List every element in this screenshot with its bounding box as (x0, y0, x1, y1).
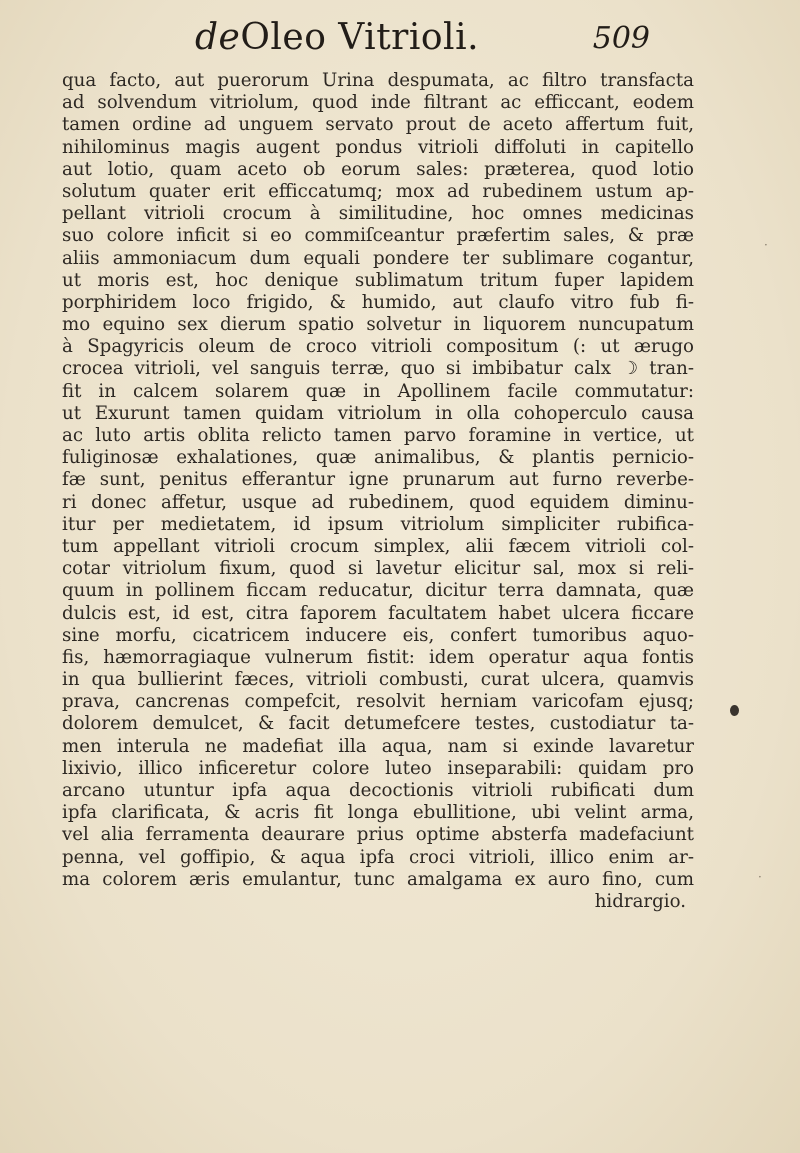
text-line: fis, hæmorragiaque vulnerum fistit: idem operatur aqua fontis (62, 646, 694, 668)
catchword-line: hidrargio. (594, 890, 686, 912)
text-line: mo equino sex dierum spatio solvetur in liquorem nuncupatum (62, 314, 694, 336)
body-text (62, 70, 694, 913)
text-line: penna, vel goffipio, & aqua ipfa croci vitrioli, illico enim ar- (62, 846, 694, 868)
text-line: arcano utuntur ipfa aqua decoctionis vitrioli rubificati dum (62, 780, 694, 801)
text-line: fuliginosæ exhalationes, quæ animalibus, & plantis pernicio- (62, 447, 694, 469)
text-line: à Spagyricis oleum de croco vitrioli compositum (: ut ærugo (62, 336, 694, 358)
text-line: ri donec affetur, usque ad rubedinem, quod equidem diminu- (62, 491, 694, 513)
margin-speck: · (764, 238, 768, 252)
text-line: ma colorem æris emulantur, tunc amalgama ex auro fino, cum (62, 868, 694, 890)
text-line: aliis ammoniacum dum equali pondere ter sublimare cogantur, (62, 247, 694, 269)
text-line: crocea vitrioli, vel sanguis terræ, quo si imbibatur calx ☽ tran- (62, 358, 694, 380)
text-line: ut Exurunt tamen quidam vitriolum in olla cohoperculo causa (62, 402, 694, 424)
header-title (195, 14, 479, 62)
text-line: itur per medietatem, id ipsum vitriolum simpliciter rubifica- (62, 513, 694, 535)
text-line: ad solvendum vitriolum, quod inde filtrant ac efficcant, eodem (62, 92, 694, 114)
text-line: suo colore inficit si eo commiſceantur præfertim sales, & præ (62, 225, 694, 247)
header-title-main: Oleo Vitrioli. (240, 17, 480, 58)
text-line: solutum quater erit efficcatumq; mox ad rubedinem ustum ap- (62, 180, 694, 202)
text-line: fit in calcem solarem quæ in Apollinem facile commutatur: (62, 380, 694, 402)
text-line: in qua bullierint fæces, vitrioli combusti, curat ulcera, quamvis (62, 669, 694, 691)
running-header (195, 14, 650, 64)
text-line: lixivio, illico inficeretur colore luteo inseparabili: quidam pro (62, 757, 694, 779)
text-line: quum in pollinem ficcam reducatur, dicitur terra damnata, quæ (62, 580, 694, 602)
text-line: ac luto artis oblita relicto tamen parvo foramine in vertice, ut (62, 425, 694, 446)
text-line: fæ sunt, penitus efferantur igne prunarum aut furno reverbe- (62, 469, 694, 491)
text-line: dolorem demulcet, & facit detumefcere testes, custodiatur ta- (62, 713, 694, 735)
text-line: dulcis est, id est, citra faporem facultatem habet ulcera ficcare (62, 602, 694, 624)
text-line: pellant vitrioli crocum à similitudine, hoc omnes medicinas (62, 203, 694, 225)
text-line: nihilominus magis augent pondus vitrioli diffoluti in capitello (62, 136, 694, 158)
text-line: ipfa clarificata, & acris fit longa ebullitione, ubi velint arma, (62, 802, 694, 824)
text-line: men interula ne madefiat illa aqua, nam si exinde lavaretur (62, 735, 694, 757)
text-line: porphiridem loco frigido, & humido, aut claufo vitro fub fi- (62, 291, 694, 313)
margin-speck: · (758, 870, 762, 884)
text-line: aut lotio, quam aceto ob eorum sales: præterea, quod lotio (62, 158, 694, 180)
page-number: 509 (592, 21, 650, 56)
text-line: vel alia ferramenta deaurare prius optime absterfa madefaciunt (62, 824, 694, 846)
ink-spot (730, 705, 739, 716)
text-line: qua facto, aut puerorum Urina despumata, ac filtro transfacta (62, 70, 694, 91)
text-line: tum appellant vitrioli crocum simplex, alii fæcem vitrioli col- (62, 535, 694, 557)
text-line: prava, cancrenas compefcit, resolvit herniam varicofam ejusq; (62, 691, 694, 713)
text-line: sine morfu, cicatricem inducere eis, confert tumoribus aquo- (62, 624, 694, 646)
text-line: cotar vitriolum fixum, quod si lavetur elicitur sal, mox si reli- (62, 558, 694, 580)
text-line: tamen ordine ad unguem servato prout de aceto affertum fuit, (62, 114, 694, 136)
header-title-prefix: de (195, 17, 241, 58)
text-line: ut moris est, hoc denique sublimatum tritum fuper lapidem (62, 269, 694, 291)
